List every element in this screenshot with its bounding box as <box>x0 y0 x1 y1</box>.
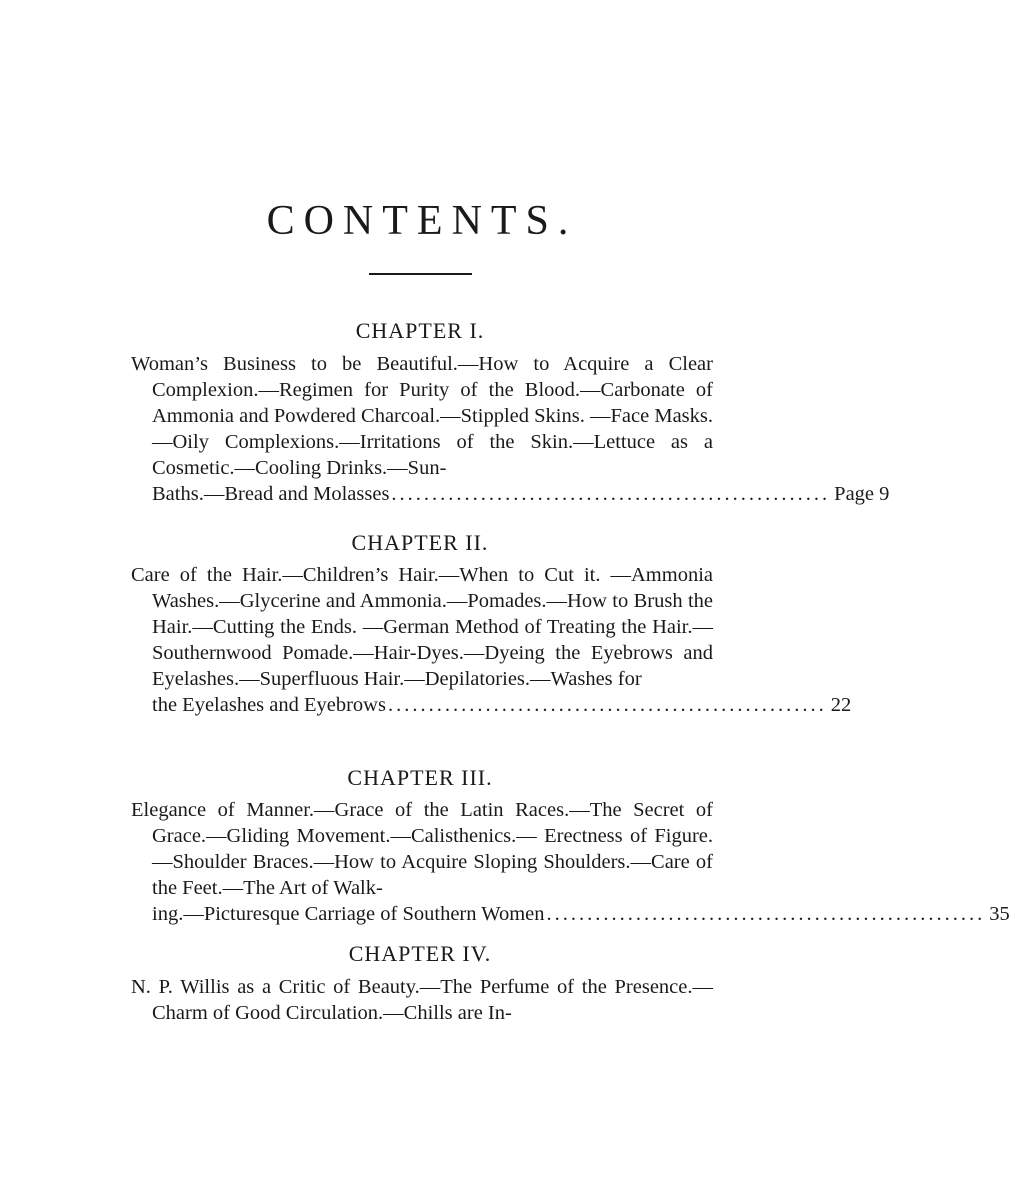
chapter-4-summary: N. P. Willis as a Critic of Beauty.—The Perfume of the Presence.—Charm of Good Circulation.—Chills are In- <box>131 976 713 1024</box>
chapter-1-entry <box>131 351 890 507</box>
chapter-2-summary: Care of the Hair.—Children’s Hair.—When to Cut it. —Ammonia Washes.—Glycerine and Ammonia.—Pomades.—How to Brush the Hair.—Cutting the Ends. —German Method of Treating the Hair.—Southernwood Pomade.—Hair-Dyes.—Dyeing the Eyebrows and Eyelashes.—Superfluous Hair.—Depilatories.—Washes for <box>131 564 713 690</box>
chapter-2-heading: CHAPTER II. <box>351 530 489 555</box>
chapter-3-summary: Elegance of Manner.—Grace of the Latin Races.—The Secret of Grace.—Gliding Movement.—Calisthenics.— Erectness of Figure.—Shoulder Braces.—How to Acquire Sloping Shoulders.—Care of the Feet.—The Art of Walk- <box>131 799 713 899</box>
chapter-2-dots: ...................................................... <box>387 694 827 716</box>
chapter-4-heading: CHAPTER IV. <box>348 941 492 966</box>
chapter-3-page: 35 <box>989 903 1010 925</box>
chapter-1-summary: Woman’s Business to be Beautiful.—How to Acquire a Clear Complexion.—Regimen for Purity of the Blood.—Carbonate of Ammonia and Powdered Charcoal.—Stippled Skins. —Face Masks.—Oily Complexions.—Irritations of the Skin.—Lettuce as a Cosmetic.—Cooling Drinks.—Sun- <box>131 353 713 479</box>
chapter-3-entry <box>131 797 1010 927</box>
chapter-2-last-line: the Eyelashes and Eyebrows <box>152 694 386 716</box>
chapter-1-leader-line <box>152 481 890 507</box>
chapter-4-entry <box>131 974 713 1026</box>
chapter-1-page: Page 9 <box>834 483 890 505</box>
chapter-3-leader-line <box>152 901 1010 927</box>
chapter-2-page: 22 <box>830 694 852 716</box>
page-title: CONTENTS. <box>266 198 578 244</box>
chapter-2-leader-line <box>152 692 852 718</box>
chapter-1-last-line: Baths.—Bread and Molasses <box>152 483 390 505</box>
chapter-3-last-line: ing.—Picturesque Carriage of Southern Women <box>152 903 545 925</box>
chapter-3-dots: ...................................................... <box>546 903 986 925</box>
chapter-1-dots: ...................................................... <box>391 483 831 505</box>
chapter-2-entry <box>131 562 852 718</box>
title-rule <box>369 273 472 275</box>
chapter-1-heading: CHAPTER I. <box>355 318 485 343</box>
chapter-3-heading: CHAPTER III. <box>347 765 493 790</box>
